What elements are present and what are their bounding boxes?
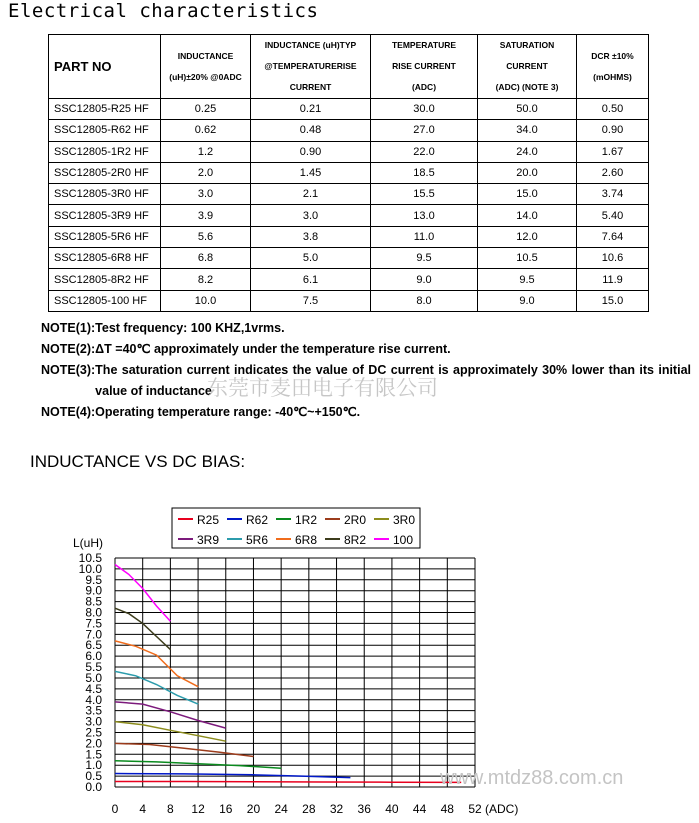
- table-cell: 0.90: [577, 120, 649, 141]
- table-cell: 13.0: [371, 205, 478, 226]
- legend-label: 3R0: [393, 513, 416, 527]
- table-cell: 9.5: [478, 269, 577, 290]
- y-axis-label: L(uH): [73, 536, 104, 550]
- table-cell: 27.0: [371, 120, 478, 141]
- table-cell: 7.5: [251, 290, 371, 311]
- series-line-5r6: [115, 671, 198, 704]
- y-tick-label: 4.0: [85, 692, 102, 707]
- x-tick-label: 4: [139, 802, 147, 816]
- y-tick-label: 0.0: [85, 780, 102, 794]
- table-cell: 15.0: [577, 290, 649, 311]
- table-cell: 0.48: [251, 120, 371, 141]
- x-tick-label: 44: [412, 802, 427, 816]
- table-cell: 5.0: [251, 248, 371, 269]
- table-cell: 0.90: [251, 141, 371, 162]
- series-line-6r8: [115, 641, 198, 687]
- table-cell: 3.9: [161, 205, 251, 226]
- table-cell: 3.0: [251, 205, 371, 226]
- part-number-cell: SSC12805-6R8 HF: [49, 248, 161, 269]
- x-tick-label: 12: [191, 802, 205, 816]
- note-label: NOTE(3):: [41, 363, 96, 377]
- column-header-line: CURRENT: [289, 82, 332, 92]
- table-cell: 12.0: [478, 226, 577, 247]
- table-cell: 3.74: [577, 184, 649, 205]
- note-label: NOTE(1):: [41, 321, 96, 335]
- table-cell: 10.5: [478, 248, 577, 269]
- table-cell: 9.5: [371, 248, 478, 269]
- y-tick-label: 6.5: [85, 638, 102, 653]
- y-tick-label: 2.5: [85, 725, 102, 740]
- table-cell: 8.0: [371, 290, 478, 311]
- table-cell: 2.1: [251, 184, 371, 205]
- part-number-cell: SSC12805-100 HF: [49, 290, 161, 311]
- y-tick-label: 8.5: [85, 594, 102, 609]
- x-axis-unit-label: (ADC): [485, 802, 519, 816]
- legend-label: 2R0: [344, 513, 367, 527]
- column-header-line: INDUCTANCE (uH)TYP: [264, 40, 357, 50]
- y-tick-label: 1.0: [85, 758, 102, 773]
- column-header-line: (ADC) (NOTE 3): [495, 82, 559, 92]
- table-cell: 20.0: [478, 162, 577, 183]
- table-cell: 22.0: [371, 141, 478, 162]
- table-cell: 6.8: [161, 248, 251, 269]
- legend-label: 1R2: [295, 513, 318, 527]
- y-tick-label: 0.5: [85, 769, 102, 784]
- legend-label: R62: [246, 513, 269, 527]
- note-text: The saturation current indicates the value of DC current is approximately 30% lower than its initial value of inductance: [95, 363, 691, 398]
- legend-label: 8R2: [344, 533, 367, 547]
- table-cell: 3.0: [161, 184, 251, 205]
- x-tick-label: 40: [385, 802, 399, 816]
- table-cell: 0.25: [161, 99, 251, 120]
- table-cell: 11.0: [371, 226, 478, 247]
- column-header-line: CURRENT: [506, 61, 548, 71]
- part-number-cell: SSC12805-R25 HF: [49, 99, 161, 120]
- table-cell: 34.0: [478, 120, 577, 141]
- legend-label: 100: [393, 533, 414, 547]
- part-number-cell: SSC12805-R62 HF: [49, 120, 161, 141]
- table-cell: 14.0: [478, 205, 577, 226]
- table-cell: 1.67: [577, 141, 649, 162]
- part-number-cell: SSC12805-3R0 HF: [49, 184, 161, 205]
- y-tick-label: 5.5: [85, 660, 102, 675]
- table-cell: 6.1: [251, 269, 371, 290]
- series-line-r25: [115, 782, 461, 783]
- column-header-line: (mOHMS): [593, 71, 632, 82]
- table-cell: 2.0: [161, 162, 251, 183]
- table-cell: 15.0: [478, 184, 577, 205]
- y-tick-label: 3.0: [85, 714, 102, 729]
- column-header-line: INDUCTANCE: [177, 50, 234, 61]
- legend-label: 3R9: [197, 533, 220, 547]
- legend-label: 5R6: [246, 533, 269, 547]
- y-tick-label: 3.5: [85, 703, 102, 718]
- table-cell: 3.8: [251, 226, 371, 247]
- y-tick-label: 6.0: [85, 649, 102, 664]
- note-text: Operating temperature range: -40℃~+150℃.: [95, 405, 361, 419]
- table-cell: 15.5: [371, 184, 478, 205]
- table-cell: 1.2: [161, 141, 251, 162]
- series-line-r62: [115, 774, 350, 778]
- table-cell: 24.0: [478, 141, 577, 162]
- x-tick-label: 16: [219, 802, 233, 816]
- table-cell: 2.60: [577, 162, 649, 183]
- note-label: NOTE(4):: [41, 405, 96, 419]
- column-header-line: (uH)±20% @0ADC: [169, 71, 242, 82]
- legend-label: R25: [197, 513, 220, 527]
- part-number-cell: SSC12805-1R2 HF: [49, 141, 161, 162]
- table-cell: 8.2: [161, 269, 251, 290]
- table-cell: 9.0: [478, 290, 577, 311]
- y-tick-label: 4.5: [85, 681, 102, 696]
- legend-label: 6R8: [295, 533, 318, 547]
- x-tick-label: 24: [274, 802, 288, 816]
- table-cell: 30.0: [371, 99, 478, 120]
- table-cell: 5.40: [577, 205, 649, 226]
- part-number-cell: SSC12805-8R2 HF: [49, 269, 161, 290]
- x-tick-label: 8: [167, 802, 174, 816]
- note-label: NOTE(2):: [41, 342, 96, 356]
- y-tick-label: 8.0: [85, 605, 102, 620]
- chart-heading: INDUCTANCE VS DC BIAS:: [30, 452, 246, 471]
- table-cell: 0.50: [577, 99, 649, 120]
- y-tick-label: 7.5: [85, 616, 102, 631]
- x-tick-label: 32: [329, 802, 344, 816]
- x-tick-label: 48: [440, 802, 454, 816]
- part-number-cell: SSC12805-5R6 HF: [49, 226, 161, 247]
- section-title: Electrical characteristics: [8, 0, 319, 22]
- table-cell: 7.64: [577, 226, 649, 247]
- watermark-website: www.mtdz88.com.cn: [440, 767, 624, 789]
- column-header-line: DCR ±10%: [591, 50, 634, 61]
- table-cell: 11.9: [577, 269, 649, 290]
- y-tick-label: 9.5: [85, 572, 102, 587]
- note-text: Test frequency: 100 KHZ,1vrms.: [95, 321, 285, 335]
- x-tick-label: 0: [111, 802, 119, 816]
- column-header-line: SATURATION: [499, 40, 555, 50]
- table-cell: 10.0: [161, 290, 251, 311]
- y-tick-label: 1.5: [85, 747, 102, 762]
- x-tick-label: 36: [357, 802, 371, 816]
- y-tick-label: 9.0: [85, 583, 102, 598]
- table-cell: 10.6: [577, 248, 649, 269]
- column-header-line: RISE CURRENT: [392, 61, 456, 71]
- x-tick-label: 52: [468, 802, 482, 816]
- x-tick-label: 28: [302, 802, 316, 816]
- y-tick-label: 10.0: [78, 561, 102, 576]
- y-tick-label: 5.0: [85, 670, 102, 685]
- y-tick-label: 7.0: [85, 627, 102, 642]
- part-number-cell: SSC12805-3R9 HF: [49, 205, 161, 226]
- column-header-line: (ADC): [411, 82, 437, 92]
- column-header-line: PART NO: [54, 59, 112, 74]
- table-cell: 0.21: [251, 99, 371, 120]
- column-header-line: @TEMPERATURERISE: [264, 61, 357, 71]
- y-tick-label: 2.0: [85, 736, 102, 751]
- table-cell: 5.6: [161, 226, 251, 247]
- x-tick-label: 20: [246, 802, 261, 816]
- column-header-line: TEMPERATURE: [391, 40, 457, 50]
- table-cell: 18.5: [371, 162, 478, 183]
- table-cell: 9.0: [371, 269, 478, 290]
- note-text: ΔT =40℃ approximately under the temperature rise current.: [95, 342, 451, 356]
- y-tick-label: 10.5: [78, 551, 102, 565]
- table-cell: 1.45: [251, 162, 371, 183]
- table-cell: 50.0: [478, 99, 577, 120]
- table-cell: 0.62: [161, 120, 251, 141]
- watermark-company: 东莞市麦田电子有限公司: [207, 377, 438, 400]
- part-number-cell: SSC12805-2R0 HF: [49, 162, 161, 183]
